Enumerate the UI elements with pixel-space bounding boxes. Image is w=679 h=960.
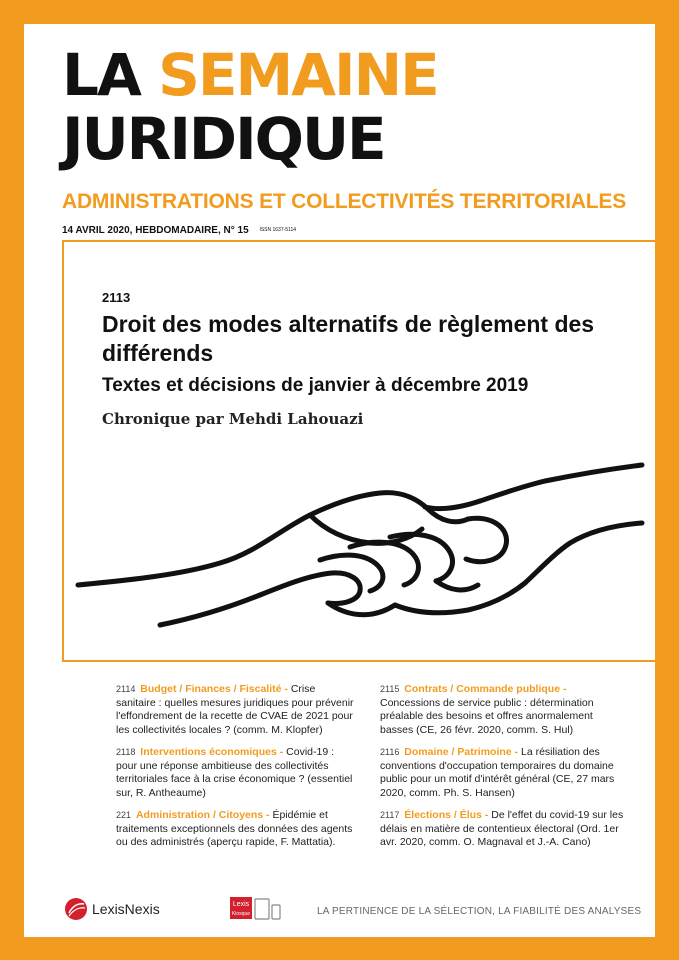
journal-subtitle: ADMINISTRATIONS ET COLLECTIVITÉS TERRITORIALES (62, 190, 627, 213)
orange-border-right (655, 0, 679, 960)
summary-column-right (380, 683, 625, 859)
summary-item-heading: Domaine / Patrimoine - (404, 746, 519, 758)
summary-item-heading: Budget / Finances / Fiscalité - (140, 683, 288, 695)
issn: ISSN 1637-5114 (259, 227, 297, 234)
summary-item-text: La résiliation des conventions d'occupation temporaires du domaine public pour un motif d'intérêt général (CE, 27 mars 2020, comm. Ph. S. Hansen) (380, 746, 615, 799)
summary-item (116, 809, 356, 850)
masthead-juridique: JURIDIQUE (62, 105, 385, 173)
summary-column-left (116, 683, 356, 859)
masthead-semaine: SEMAINE (158, 41, 438, 109)
summary-item (380, 746, 625, 800)
masthead-la: LA (62, 41, 140, 109)
masthead-line-1 (62, 41, 438, 109)
feature-author: Chronique par Mehdi Lahouazi (102, 410, 364, 428)
feature-title: Droit des modes alternatifs de règlement des différends (102, 311, 595, 366)
summary-item (380, 809, 625, 850)
orange-border-left (0, 0, 24, 960)
summary-item-heading: Contrats / Commande publique - (404, 683, 567, 695)
summary-item-text: Crise sanitaire : quelles mesures juridiques pour prévenir l'effondrement de la recette de CVAE de 2021 pour les collectivités locales ? (comm. M. Klopfer) (116, 683, 354, 736)
feature-subtitle: Textes et décisions de janvier à décembre 2019 (102, 375, 529, 396)
summary-item (116, 683, 356, 737)
summary-item-heading: Interventions économiques - (140, 746, 284, 758)
summary-item-number: 2114 (116, 684, 136, 694)
kiosque-kiosque-text: Kiosque (231, 911, 251, 917)
tagline: LA PERTINENCE DE LA SÉLECTION, LA FIABILITÉ DES ANALYSES (317, 906, 642, 917)
summary-item-number: 2115 (380, 684, 400, 694)
kiosque-lexis-text: Lexis (232, 901, 250, 908)
lexis-kiosque-logo (230, 895, 282, 921)
summary-item-text: De l'effet du covid-19 sur les délais en matière de contentieux électoral (Ord. 1er avr. 2020, comm. O. Magnaval et J.-A. Cano) (380, 809, 624, 848)
summary-item-number: 2117 (380, 810, 400, 820)
summary-item (116, 746, 356, 800)
summary-item-number: 221 (116, 810, 132, 820)
lexisnexis-emblem-icon (64, 897, 88, 921)
summary-item (380, 683, 625, 737)
summary-item-number: 2116 (380, 747, 400, 757)
orange-border-top (0, 0, 679, 24)
handshake-illustration (70, 435, 650, 655)
summary-item-heading: Élections / Élus - (404, 809, 489, 821)
summary-item-text: Concessions de service public : détermination préalable des besoins et offres anormalement basses (CE, 26 févr. 2020, comm. S. Hul) (380, 696, 594, 736)
lexisnexis-wordmark: LexisNexis (92, 901, 160, 917)
kiosque-devices-icon (230, 895, 282, 921)
summary-item-heading: Administration / Citoyens - (135, 809, 270, 821)
feature-number: 2113 (102, 290, 131, 305)
issue-date: 14 AVRIL 2020, HEBDOMADAIRE, N° 15 (62, 225, 249, 236)
orange-border-bottom (0, 937, 679, 960)
lexisnexis-logo (64, 897, 160, 921)
summary-item-text: Covid-19 : pour une réponse ambitieuse des collectivités territoriales face à la crise économique ? (essentiel sur, R. Antheaume) (116, 746, 353, 799)
summary-item-text: Épidémie et traitements exceptionnels des données des agents ou des administrés (aperçu rapide, F. Mattatia). (116, 809, 353, 848)
issue-info (62, 225, 296, 236)
summary-item-number: 2118 (116, 747, 136, 757)
